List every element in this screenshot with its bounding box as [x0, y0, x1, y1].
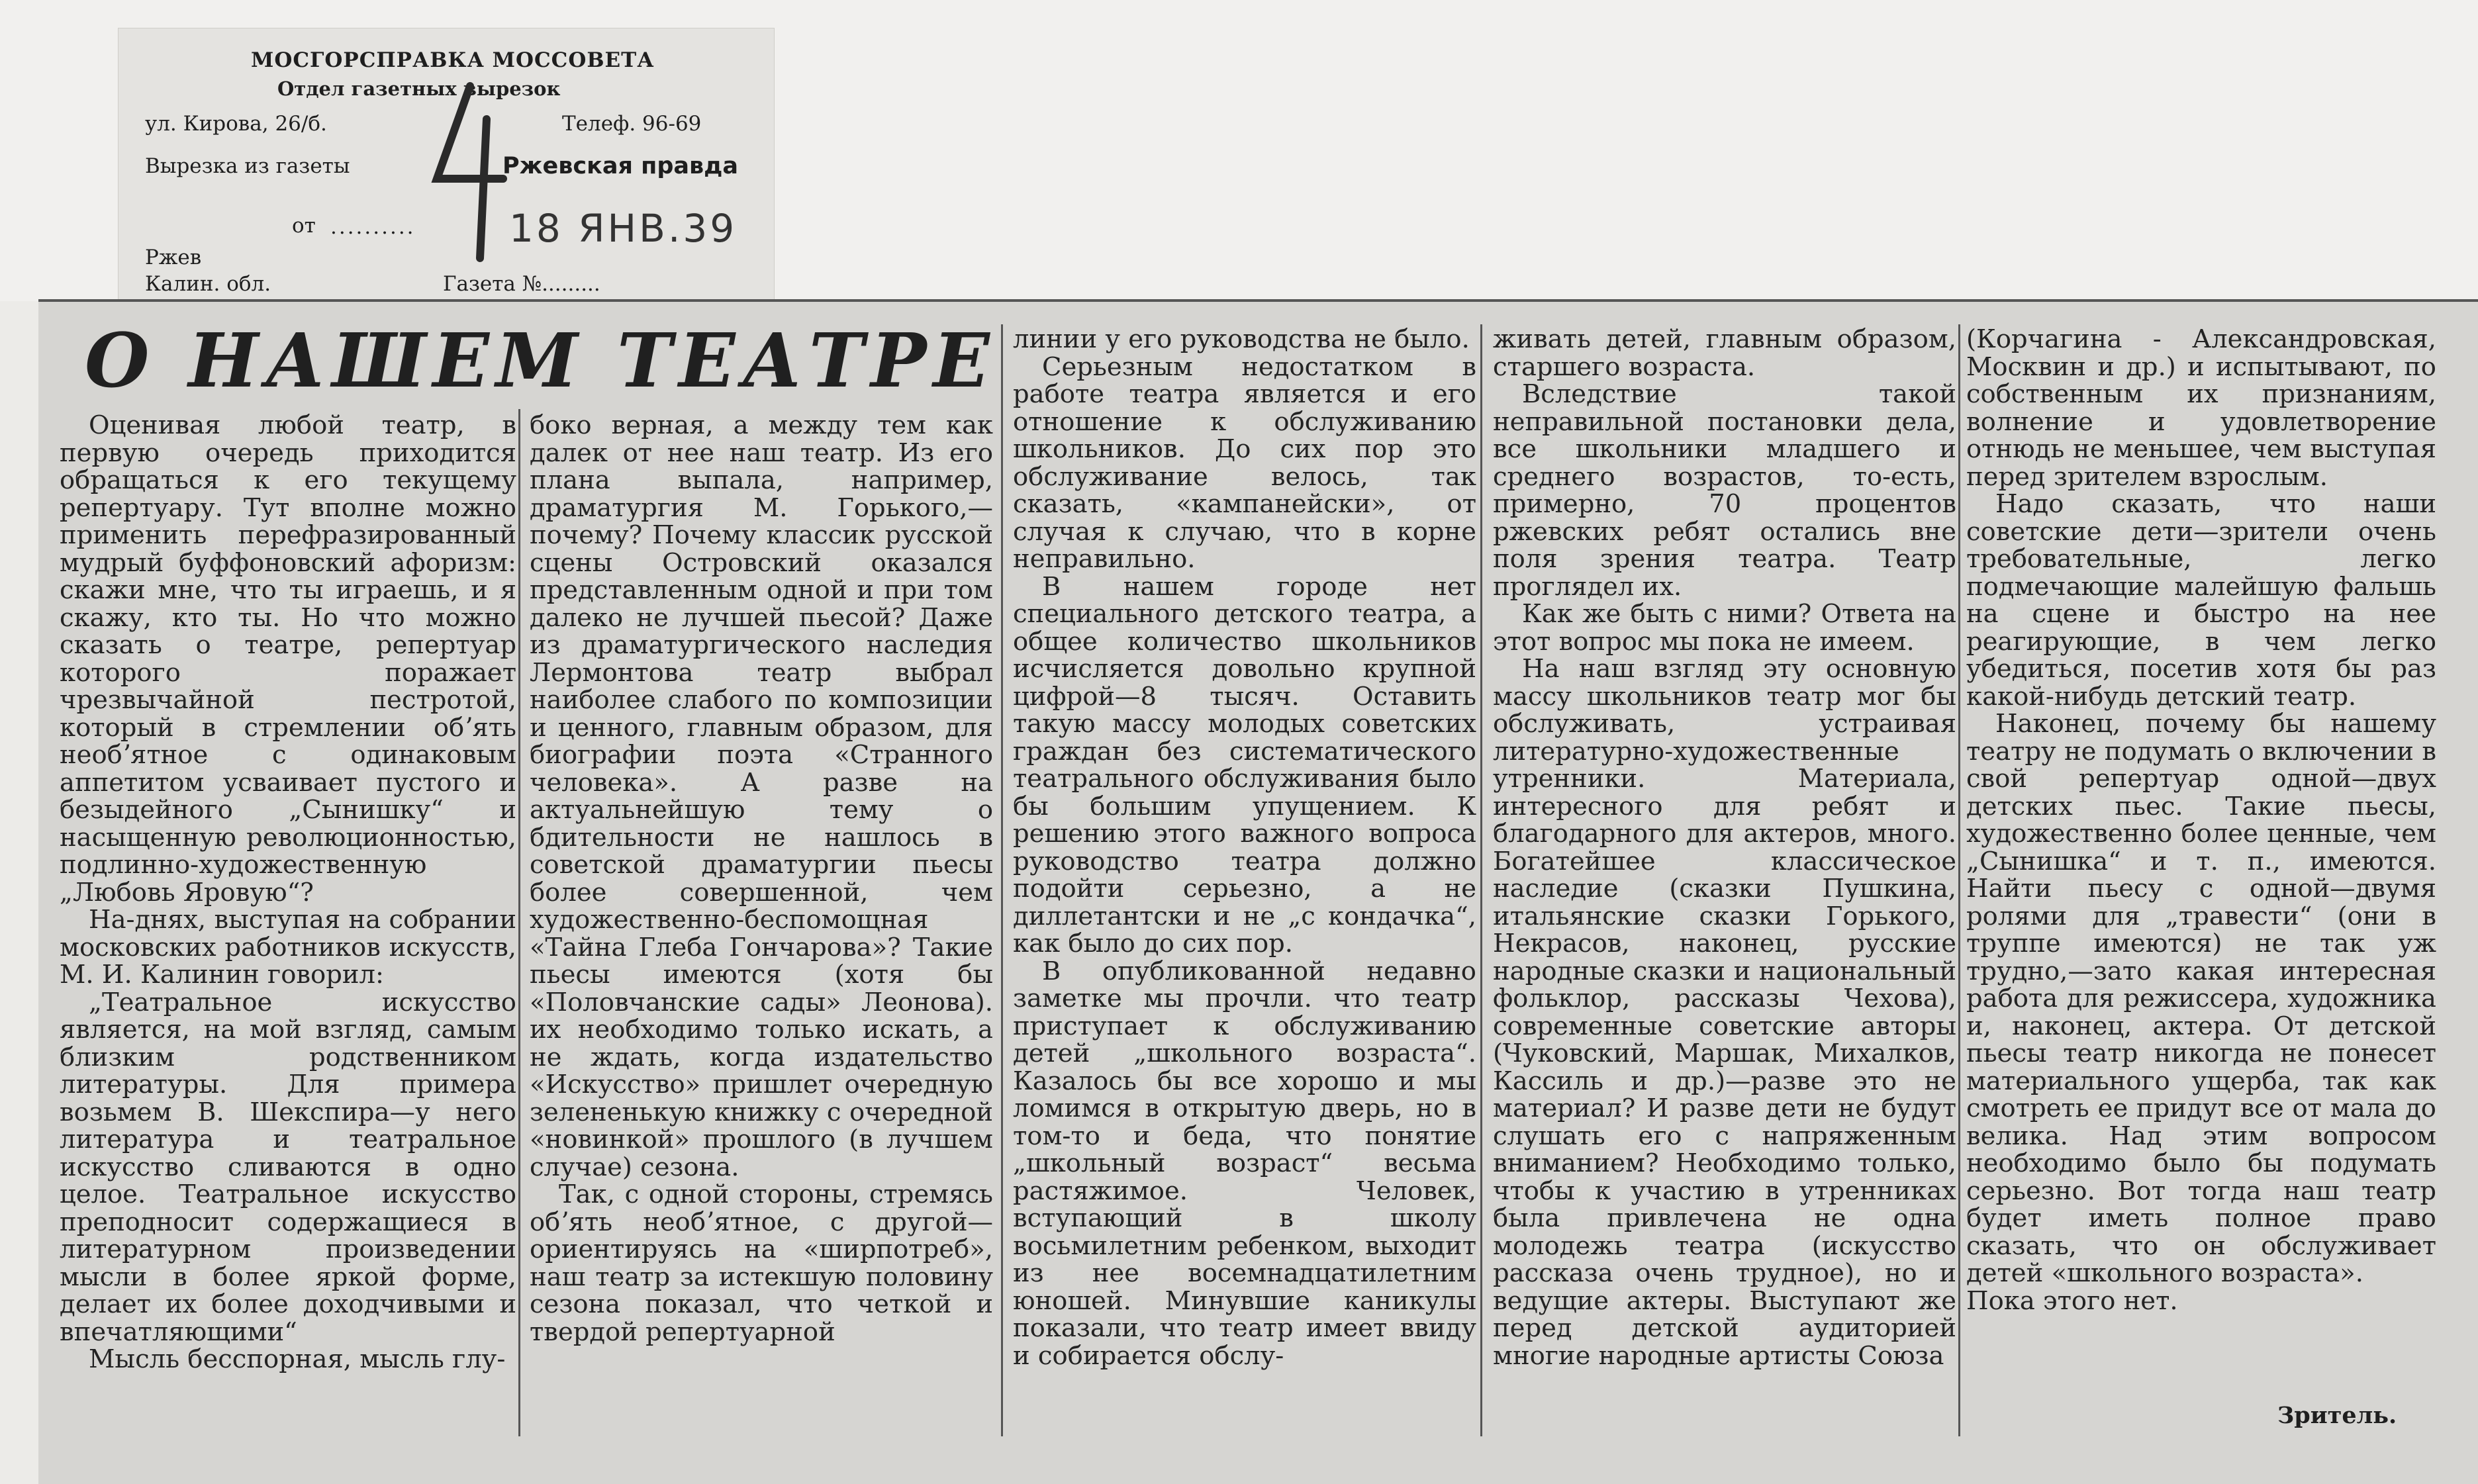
paragraph: В опубликованной недавно заметке мы прочли. что театр приступает к обслуживанию детей „школьного возраста“. Казалось бы все хорошо и мы ломимся в открытую дверь, но в том-то и беда, что понятие „школьный возраст“ весьма растяжимое. Человек, вступающий в школу восьмилетним ребенком, выходит из нее восемнадцатилетним юношей. Минувшие каникулы показали, что театр имеет ввиду и собирается обслу- [1013, 956, 1476, 1371]
label-department: Отдел газетных вырезок [277, 77, 561, 100]
label-org: МОСГОРСПРАВКА МОССОВЕТА [251, 48, 655, 72]
paragraph: боко верная, а между тем как далек от нее наш театр. Из его плана выпала, например, драматургия М. Горького,—почему? Почему классик русской сцены Островский оказался представленным одной и при том далеко не лучшей пьесой? Даже из драматургического наследия Лермонтова театр выбрал наиболее слабого по композиции и ценного, главным образом, для биографии поэта «Странного человека». А разве на актуальнейшую тему о бдительности не нашлось в советской драматургии пьесы более совершенной, чем художественно-беспомощная «Тайна Глеба Гончарова»? Такие пьесы имеются (хотя бы «Половчанские сады» Леонова). их необходимо только искать, а не ждать, когда издательство «Искусство» пришлет очередную зелененькую книжку с очередной «новинкой» прошлого (в лучшем случае) сезона. [530, 410, 993, 1182]
column-rule [518, 409, 520, 1436]
article-title: О НАШЕМ ТЕАТРЕ [85, 318, 996, 404]
paragraph: Вследствие такой неправильной постановки дела, все школьники младшего и среднего возрастов, то-есть, примерно, 70 процентов ржевских ребят остались вне поля зрения театра. Театр проглядел их. [1493, 379, 1956, 602]
article-column-3 [1013, 326, 1476, 1369]
label-newspaper: Ржевская правда [502, 153, 739, 179]
paragraph: В нашем городе нет специального детского театра, а общее количество школьников исчисляется довольно крупной цифрой—8 тысяч. Оставить такую массу молодых советских граждан без систематического театрального обслуживания было бы большим упущением. К решению этого важного вопроса руководство театра должно подойти серьезно, а не диллетантски и не „с кондачка“, как было до сих пор. [1013, 571, 1476, 958]
paragraph: Так, с одной стороны, стремясь обʼять необʼятное, с другой—ориентируясь на «ширпотреб», наш театр за истекшую половину сезона показал, что четкой и твердой репертуарной [530, 1180, 993, 1347]
label-date-dots: .......... [330, 215, 416, 239]
column-rule [1480, 324, 1482, 1436]
paragraph: Мысль бесспорная, мысль глу- [89, 1344, 506, 1374]
paragraph: Пока этого нет. [1966, 1285, 2178, 1316]
article-column-5 [1966, 326, 2436, 1315]
article-column-2 [530, 412, 993, 1346]
paragraph: На наш взгляд эту основную массу школьников театр мог бы обслуживать, устраивая литературно-художественные утренники. Материала, интересного для ребят и благодарного для актеров, много. Богатейшее классическое наследие (сказки Пушкина, итальянские сказки Горького, Некрасов, наконец, русские народные сказки и национальный фольклор, рассказы Чехова), современные советские авторы (Чуковский, Маршак, Михалков, Кассиль и др.)—разве это не материал? И разве дети не будут слушать его с напряженным вниманием? Необходимо только, чтобы к участию в утренниках была привлечена не одна молодежь театра (искусство рассказа очень трудное), но и ведущие актеры. Выступают же перед детской аудиторией многие народные артисты Союза [1493, 654, 1956, 1371]
label-clipping-from: Вырезка из газеты [145, 154, 350, 178]
paragraph: На-днях, выступая на собрании московских работников искусств, М. И. Калинин говорил: [60, 905, 516, 990]
paragraph: живать детей, главным образом, старшего возраста. [1493, 324, 1956, 382]
paragraph: Серьезным недостатком в работе театра является и его отношение к обслуживанию школьников. До сих пор это обслуживание велось, так сказать, «кампанейски», от случая к случаю, что в корне неправильно. [1013, 351, 1476, 574]
label-phone: Телеф. 96-69 [562, 112, 702, 136]
article-column-4 [1493, 326, 1956, 1369]
label-issue: Газета №......... [443, 272, 600, 296]
paragraph: Оценивая любой театр, в первую очередь приходится обращаться к его текущему репертуару. Тут вполне можно применить перефразированный мудрый буффоновский афоризм: скажи мне, что ты играешь, и я скажу, кто ты. Но что можно сказать о театре, репертуар которого поражает чрезвычайной пестротой, который в стремлении обʼять необʼятное с одинаковым аппетитом усваивает пустого и безыдейного „Сынишку“ и насыщенную революционностью, подлинно-художественную „Любовь Яровую“? [60, 410, 516, 907]
paragraph: (Корчагина - Александровская, Москвин и др.) и испытывают, по собственным их признаниям, волнение и удовлетворение отнюдь не меньшее, чем выступая перед зрителем взрослым. [1966, 324, 2436, 492]
article-signature: Зритель. [2277, 1402, 2397, 1429]
date-stamp: 18 ЯНВ.39 [509, 206, 738, 251]
column-rule [1001, 324, 1003, 1436]
label-city: Ржев [145, 246, 202, 269]
article-column-1 [60, 412, 516, 1373]
paragraph: линии у его руководства не было. [1013, 324, 1470, 354]
label-address: ул. Кирова, 26/б. [145, 112, 327, 136]
paragraph: „Театральное искусство является, на мой взгляд, самым близким родственником литературы. Для примера возьмем В. Шекспира—у него литература и театральное искусство сливаются в одно целое. Театральное искусство преподносит содержащиеся в литературном произведении мысли в более яркой форме, делает их более доходчивыми и впечатляющими“ [60, 987, 516, 1347]
paragraph: Как же быть с ними? Ответа на этот вопрос мы пока не имеем. [1493, 599, 1956, 657]
label-date-prefix: от [292, 214, 316, 238]
handwritten-mark [424, 79, 516, 265]
paragraph: Надо сказать, что наши советские дети—зрители очень требовательные, легко подмечающие малейшую фальшь на сцене и быстро на нее реагирующие, в чем легко убедиться, посетив хотя бы раз какой-нибудь детский театр. [1966, 489, 2436, 712]
column-rule [1958, 324, 1960, 1436]
label-region: Калин. обл. [145, 272, 271, 296]
paragraph: Наконец, почему бы нашему театру не подумать о включении в свой репертуар одной—двух детских пьес. Такие пьесы, художественно более ценные, чем „Сынишка“ и т. п., имеются. Найти пьесу с одной—двумя ролями для „травести“ (они в труппе имеются) не так уж трудно,—зато какая интересная работа для режиссера, художника и, наконец, актера. От детской пьесы театр никогда не понесет материального ущерба, так как смотреть ее придут все от мала до велика. Над этим вопросом необходимо было бы подумать серьезно. Вот тогда наш театр будет иметь полное право сказать, что он обслуживает детей «школьного возраста». [1966, 709, 2436, 1288]
